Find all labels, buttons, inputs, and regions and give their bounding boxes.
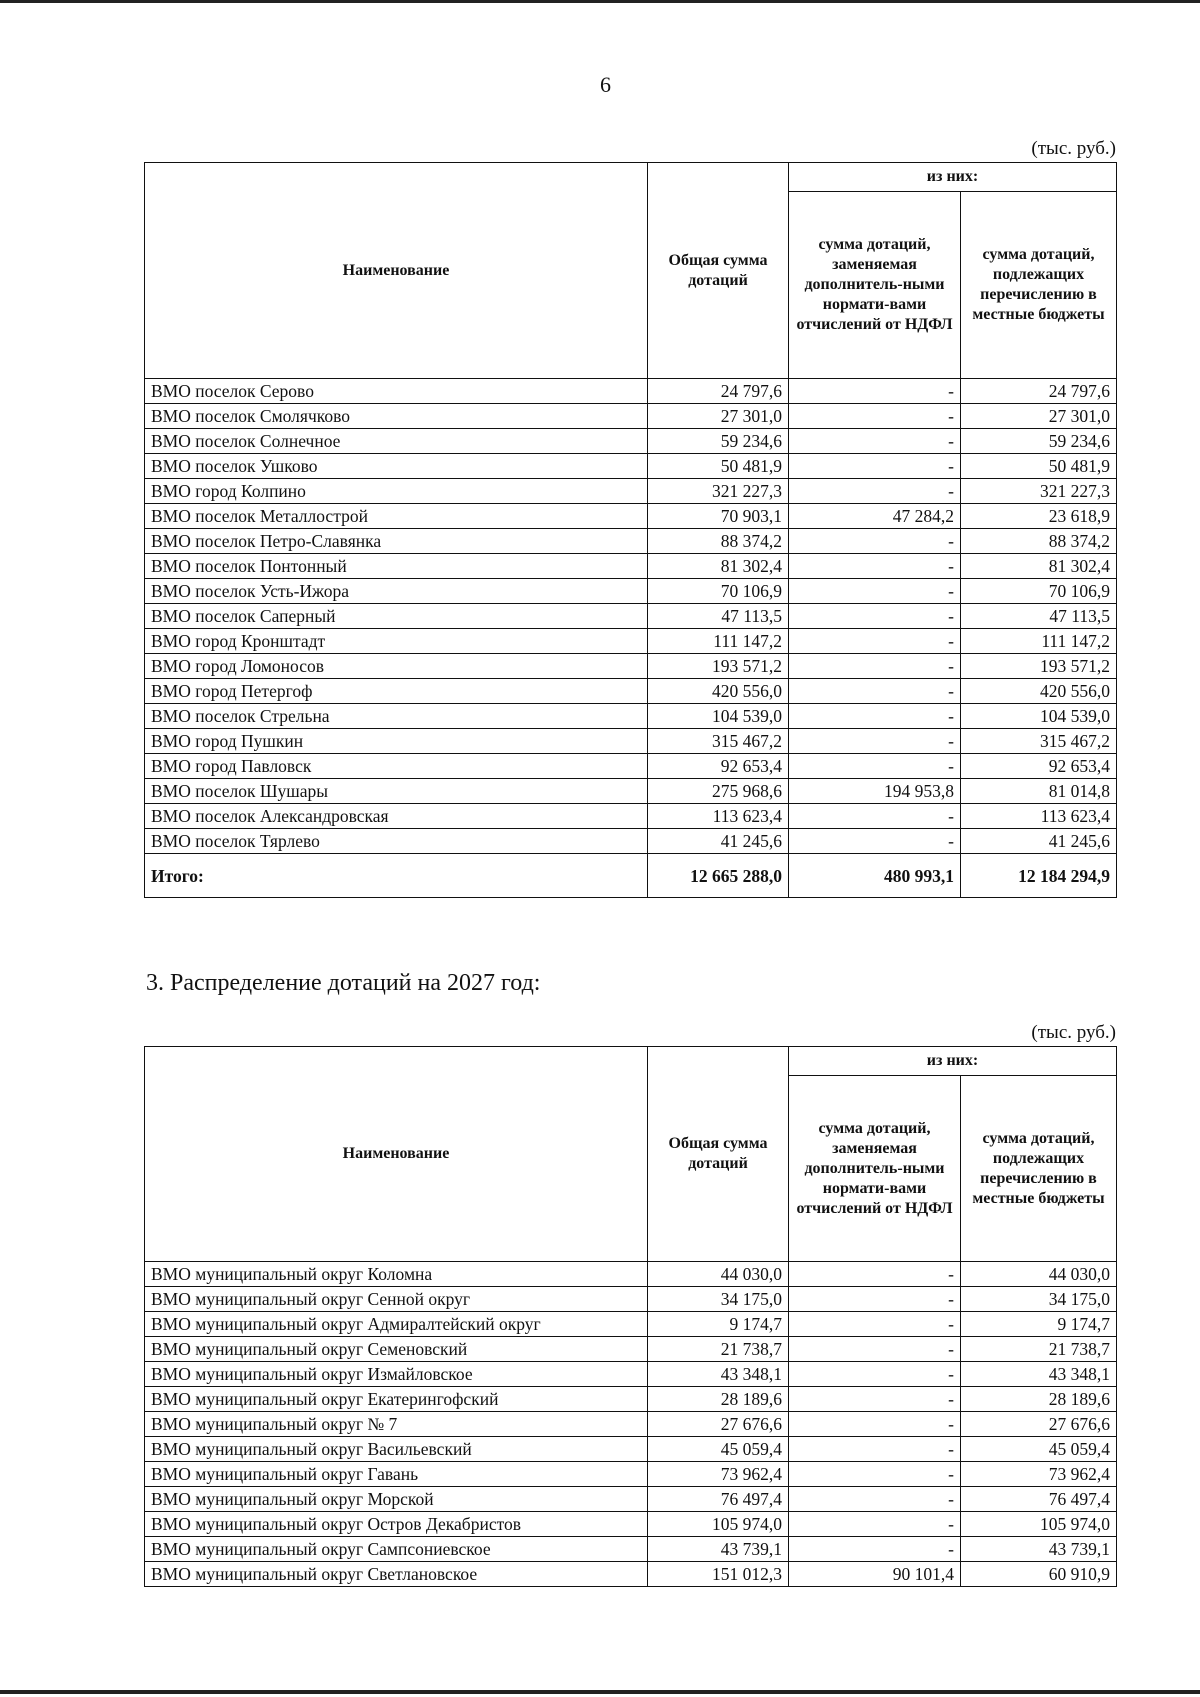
cell-name: ВМО поселок Петро-Славянка <box>145 529 648 554</box>
cell-replaced: 47 284,2 <box>789 504 961 529</box>
table-row <box>145 754 1117 779</box>
cell-transfer: 23 618,9 <box>961 504 1117 529</box>
cell-total: 104 539,0 <box>648 704 789 729</box>
cell-total: 70 106,9 <box>648 579 789 604</box>
cell-total: 47 113,5 <box>648 604 789 629</box>
table-row <box>145 1262 1117 1287</box>
cell-total: 59 234,6 <box>648 429 789 454</box>
scan-bottom-edge <box>0 1690 1200 1694</box>
cell-total: 43 348,1 <box>648 1362 789 1387</box>
cell-replaced: - <box>789 1312 961 1337</box>
header-transfer: сумма дотаций, подлежащих перечислению в местные бюджеты <box>961 192 1117 379</box>
cell-total: 111 147,2 <box>648 629 789 654</box>
cell-name: ВМО муниципальный округ Васильевский <box>145 1437 648 1462</box>
table-row <box>145 1387 1117 1412</box>
cell-replaced: - <box>789 1412 961 1437</box>
cell-total: 81 302,4 <box>648 554 789 579</box>
cell-replaced: - <box>789 554 961 579</box>
header-total: Общая сумма дотаций <box>648 1047 789 1262</box>
cell-replaced: - <box>789 1262 961 1287</box>
cell-transfer: 28 189,6 <box>961 1387 1117 1412</box>
cell-name: ВМО муниципальный округ Гавань <box>145 1462 648 1487</box>
cell-name: ВМО муниципальный округ № 7 <box>145 1412 648 1437</box>
table-row <box>145 479 1117 504</box>
cell-name: ВМО город Петергоф <box>145 679 648 704</box>
cell-transfer: 43 739,1 <box>961 1537 1117 1562</box>
total-row <box>145 854 1117 898</box>
cell-replaced: - <box>789 729 961 754</box>
cell-name: ВМО муниципальный округ Семеновский <box>145 1337 648 1362</box>
cell-name: ВМО поселок Смолячково <box>145 404 648 429</box>
cell-name: ВМО город Павловск <box>145 754 648 779</box>
cell-transfer: 193 571,2 <box>961 654 1117 679</box>
cell-transfer: 104 539,0 <box>961 704 1117 729</box>
unit-label-2: (тыс. руб.) <box>1031 1022 1116 1043</box>
cell-total: 105 974,0 <box>648 1512 789 1537</box>
cell-total: 45 059,4 <box>648 1437 789 1462</box>
cell-replaced: - <box>789 754 961 779</box>
cell-name: ВМО поселок Солнечное <box>145 429 648 454</box>
cell-replaced: - <box>789 479 961 504</box>
cell-transfer: 92 653,4 <box>961 754 1117 779</box>
cell-total: 34 175,0 <box>648 1287 789 1312</box>
cell-name: ВМО муниципальный округ Измайловское <box>145 1362 648 1387</box>
cell-total: 321 227,3 <box>648 479 789 504</box>
cell-transfer: 73 962,4 <box>961 1462 1117 1487</box>
table-row <box>145 1537 1117 1562</box>
cell-name: ВМО поселок Александровская <box>145 804 648 829</box>
table-row <box>145 1437 1117 1462</box>
header-of-which: из них: <box>789 1047 1117 1076</box>
cell-total: 24 797,6 <box>648 379 789 404</box>
table-row <box>145 1287 1117 1312</box>
header-replaced: сумма дотаций, заменяемая дополнитель-ными нормати-вами отчислений от НДФЛ <box>789 1076 961 1262</box>
cell-name: ВМО город Колпино <box>145 479 648 504</box>
cell-replaced: - <box>789 579 961 604</box>
cell-transfer: 43 348,1 <box>961 1362 1117 1387</box>
cell-replaced: - <box>789 1512 961 1537</box>
cell-total: 113 623,4 <box>648 804 789 829</box>
cell-transfer: 9 174,7 <box>961 1312 1117 1337</box>
cell-transfer: 88 374,2 <box>961 529 1117 554</box>
cell-transfer: 59 234,6 <box>961 429 1117 454</box>
table-row <box>145 529 1117 554</box>
cell-total: 28 189,6 <box>648 1387 789 1412</box>
header-name: Наименование <box>145 163 648 379</box>
cell-total: 73 962,4 <box>648 1462 789 1487</box>
cell-transfer: 81 014,8 <box>961 779 1117 804</box>
table-row <box>145 579 1117 604</box>
cell-replaced: 90 101,4 <box>789 1562 961 1587</box>
cell-transfer: 70 106,9 <box>961 579 1117 604</box>
table-row <box>145 704 1117 729</box>
table-row <box>145 604 1117 629</box>
cell-name: ВМО муниципальный округ Остров Декабристов <box>145 1512 648 1537</box>
cell-total: 92 653,4 <box>648 754 789 779</box>
subsidies-table-2027 <box>144 1046 1117 1587</box>
table-row <box>145 779 1117 804</box>
cell-name: ВМО поселок Стрельна <box>145 704 648 729</box>
cell-transfer: 41 245,6 <box>961 829 1117 854</box>
cell-total: 27 301,0 <box>648 404 789 429</box>
table-row <box>145 829 1117 854</box>
cell-name: ВМО поселок Металлострой <box>145 504 648 529</box>
cell-replaced: - <box>789 529 961 554</box>
cell-replaced: - <box>789 604 961 629</box>
cell-replaced: - <box>789 404 961 429</box>
cell-replaced: - <box>789 679 961 704</box>
cell-transfer: 321 227,3 <box>961 479 1117 504</box>
table-row <box>145 1362 1117 1387</box>
table-row <box>145 429 1117 454</box>
cell-replaced: - <box>789 804 961 829</box>
page-number: 6 <box>600 72 611 97</box>
cell-transfer: 45 059,4 <box>961 1437 1117 1462</box>
table-row <box>145 729 1117 754</box>
cell-name: ВМО поселок Тярлево <box>145 829 648 854</box>
cell-name: ВМО город Пушкин <box>145 729 648 754</box>
cell-total: 44 030,0 <box>648 1262 789 1287</box>
cell-replaced: - <box>789 1287 961 1312</box>
cell-name: ВМО поселок Серово <box>145 379 648 404</box>
cell-name: ВМО муниципальный округ Светлановское <box>145 1562 648 1587</box>
cell-total: 315 467,2 <box>648 729 789 754</box>
table-row <box>145 629 1117 654</box>
header-transfer: сумма дотаций, подлежащих перечислению в местные бюджеты <box>961 1076 1117 1262</box>
table-row <box>145 804 1117 829</box>
cell-name: ВМО муниципальный округ Екатерингофский <box>145 1387 648 1412</box>
cell-replaced: - <box>789 829 961 854</box>
cell-replaced: - <box>789 629 961 654</box>
cell-total: 12 665 288,0 <box>648 854 789 898</box>
cell-total: 420 556,0 <box>648 679 789 704</box>
table-row <box>145 1462 1117 1487</box>
table-row <box>145 654 1117 679</box>
cell-replaced: - <box>789 1362 961 1387</box>
cell-replaced: - <box>789 379 961 404</box>
cell-total: 9 174,7 <box>648 1312 789 1337</box>
cell-total: 275 968,6 <box>648 779 789 804</box>
cell-total: 43 739,1 <box>648 1537 789 1562</box>
cell-replaced: - <box>789 1487 961 1512</box>
header-total: Общая сумма дотаций <box>648 163 789 379</box>
scan-top-edge <box>0 0 1200 3</box>
table-row <box>145 554 1117 579</box>
table-row <box>145 404 1117 429</box>
cell-total: 151 012,3 <box>648 1562 789 1587</box>
cell-transfer: 27 301,0 <box>961 404 1117 429</box>
header-replaced: сумма дотаций, заменяемая дополнитель-ными нормати-вами отчислений от НДФЛ <box>789 192 961 379</box>
cell-replaced: - <box>789 454 961 479</box>
cell-transfer: 76 497,4 <box>961 1487 1117 1512</box>
unit-label-1: (тыс. руб.) <box>1031 138 1116 159</box>
table-row <box>145 1337 1117 1362</box>
table-row <box>145 1512 1117 1537</box>
cell-replaced: - <box>789 1537 961 1562</box>
cell-replaced: - <box>789 704 961 729</box>
table-row <box>145 1312 1117 1337</box>
cell-name: ВМО поселок Саперный <box>145 604 648 629</box>
cell-transfer: 60 910,9 <box>961 1562 1117 1587</box>
cell-transfer: 34 175,0 <box>961 1287 1117 1312</box>
cell-name: ВМО поселок Понтонный <box>145 554 648 579</box>
table-row <box>145 1412 1117 1437</box>
cell-transfer: 111 147,2 <box>961 629 1117 654</box>
cell-name: ВМО город Кронштадт <box>145 629 648 654</box>
cell-replaced: 480 993,1 <box>789 854 961 898</box>
cell-replaced: - <box>789 1337 961 1362</box>
cell-replaced: - <box>789 1387 961 1412</box>
cell-transfer: 21 738,7 <box>961 1337 1117 1362</box>
cell-name: ВМО город Ломоносов <box>145 654 648 679</box>
header-name: Наименование <box>145 1047 648 1262</box>
cell-transfer: 47 113,5 <box>961 604 1117 629</box>
cell-total: 88 374,2 <box>648 529 789 554</box>
table-row <box>145 1562 1117 1587</box>
cell-name: ВМО муниципальный округ Сенной округ <box>145 1287 648 1312</box>
cell-replaced: - <box>789 1437 961 1462</box>
cell-transfer: 50 481,9 <box>961 454 1117 479</box>
cell-replaced: - <box>789 429 961 454</box>
table-row <box>145 454 1117 479</box>
cell-transfer: 24 797,6 <box>961 379 1117 404</box>
cell-total: 70 903,1 <box>648 504 789 529</box>
table-row <box>145 1487 1117 1512</box>
cell-transfer: 113 623,4 <box>961 804 1117 829</box>
cell-transfer: 12 184 294,9 <box>961 854 1117 898</box>
cell-name: ВМО поселок Ушково <box>145 454 648 479</box>
cell-name: Итого: <box>145 854 648 898</box>
cell-total: 41 245,6 <box>648 829 789 854</box>
cell-transfer: 27 676,6 <box>961 1412 1117 1437</box>
table-row <box>145 679 1117 704</box>
cell-replaced: 194 953,8 <box>789 779 961 804</box>
table-row <box>145 504 1117 529</box>
header-of-which: из них: <box>789 163 1117 192</box>
cell-transfer: 420 556,0 <box>961 679 1117 704</box>
cell-transfer: 105 974,0 <box>961 1512 1117 1537</box>
cell-name: ВМО муниципальный округ Морской <box>145 1487 648 1512</box>
cell-name: ВМО муниципальный округ Адмиралтейский округ <box>145 1312 648 1337</box>
cell-total: 27 676,6 <box>648 1412 789 1437</box>
cell-total: 50 481,9 <box>648 454 789 479</box>
cell-name: ВМО муниципальный округ Коломна <box>145 1262 648 1287</box>
cell-transfer: 315 467,2 <box>961 729 1117 754</box>
cell-replaced: - <box>789 654 961 679</box>
cell-total: 21 738,7 <box>648 1337 789 1362</box>
cell-total: 193 571,2 <box>648 654 789 679</box>
cell-name: ВМО муниципальный округ Сампсониевское <box>145 1537 648 1562</box>
section-heading: 3. Распределение дотаций на 2027 год: <box>146 970 541 996</box>
cell-name: ВМО поселок Усть-Ижора <box>145 579 648 604</box>
cell-replaced: - <box>789 1462 961 1487</box>
cell-transfer: 44 030,0 <box>961 1262 1117 1287</box>
cell-name: ВМО поселок Шушары <box>145 779 648 804</box>
cell-total: 76 497,4 <box>648 1487 789 1512</box>
cell-transfer: 81 302,4 <box>961 554 1117 579</box>
table-row <box>145 379 1117 404</box>
subsidies-table-1 <box>144 162 1117 898</box>
